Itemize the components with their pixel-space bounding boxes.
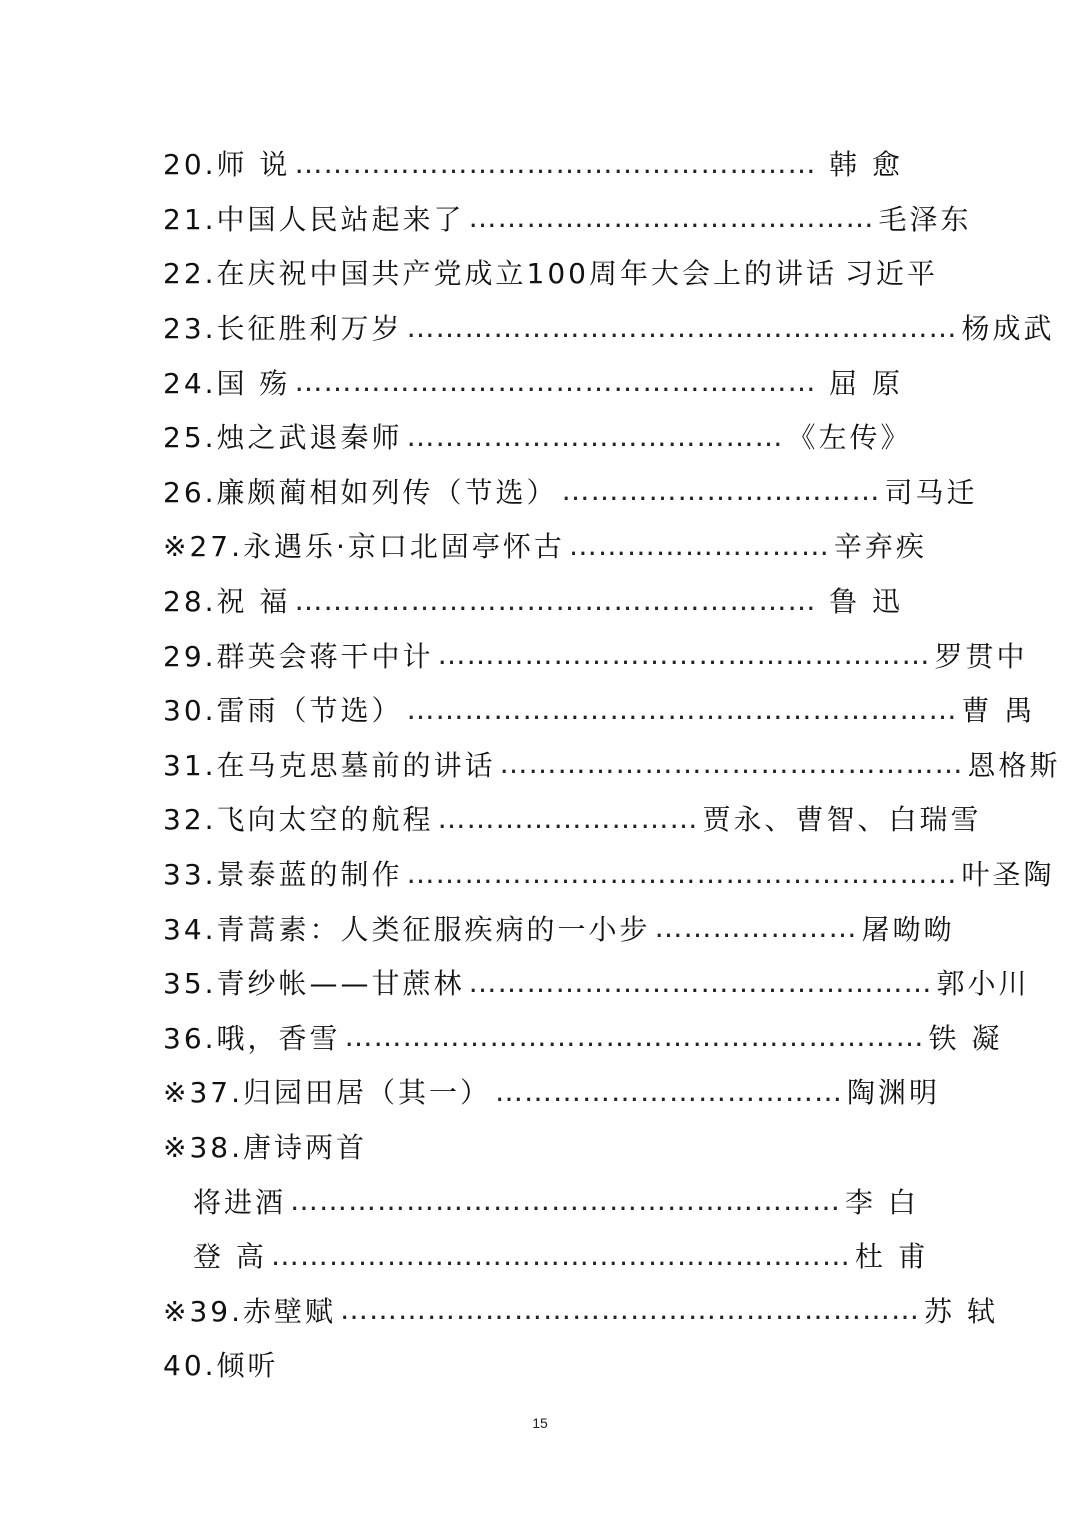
toc-entry-author: 习近平 xyxy=(844,257,938,291)
toc-dot-leader: ………………………………………………… xyxy=(406,856,958,890)
toc-entry-title: 40.倾听 xyxy=(163,1349,279,1383)
toc-entry xyxy=(163,955,1030,1010)
toc-entry xyxy=(163,737,1061,792)
toc-entry xyxy=(163,354,903,409)
toc-dot-leader: ……………………………………………… xyxy=(294,583,817,617)
toc-dot-leader: ………………………………………… xyxy=(499,747,964,781)
toc-entry-author: 辛弃疾 xyxy=(833,530,927,564)
toc-dot-leader: ………………………………… xyxy=(406,419,784,453)
toc-entry-author: 司马迁 xyxy=(884,475,978,509)
toc-entry xyxy=(163,464,978,519)
toc-entry-title: 29.群英会蒋干中计 xyxy=(163,639,434,673)
toc-dot-leader: ……………………… xyxy=(437,801,699,835)
toc-entry-title: 26.廉颇蔺相如列传（节选） xyxy=(163,475,558,509)
toc-entry-title: 23.长征胜利万岁 xyxy=(163,312,403,346)
toc-entry-title: 33.景泰蓝的制作 xyxy=(163,858,403,892)
toc-entry-title: 25.烛之武退秦师 xyxy=(163,421,403,455)
toc-entry xyxy=(163,846,1055,901)
toc-entry-author: 毛泽东 xyxy=(878,202,972,236)
toc-dot-leader: …………………………… xyxy=(561,474,881,508)
toc-entry-author: 曹 禺 xyxy=(961,694,1036,728)
toc-entry-author: 陶渊明 xyxy=(847,1076,941,1110)
toc-entry xyxy=(163,1282,998,1337)
toc-entry-author: 郭小川 xyxy=(936,967,1030,1001)
toc-entry-author: 韩 愈 xyxy=(829,148,903,182)
toc-entry xyxy=(163,900,955,955)
toc-entry xyxy=(163,1337,903,1392)
toc-dot-leader: …………………………………………………… xyxy=(340,1293,920,1327)
toc-entry xyxy=(163,791,982,846)
toc-entry-title: 35.青纱帐——甘蔗林 xyxy=(163,967,465,1001)
toc-entry xyxy=(163,300,1055,355)
toc-entry-title: 28.祝 福 xyxy=(163,585,291,619)
toc-entry xyxy=(163,1119,903,1174)
toc-sub-entry xyxy=(163,1173,919,1228)
toc-dot-leader: …………………………………… xyxy=(468,201,875,235)
toc-entry-author: 恩格斯 xyxy=(967,748,1061,782)
toc-entry-author: 杜 甫 xyxy=(854,1240,929,1274)
toc-entry-author: 鲁 迅 xyxy=(829,585,903,619)
toc-entry xyxy=(163,1064,941,1119)
toc-entry-title: 36.哦，香雪 xyxy=(163,1021,341,1055)
toc-entry-title: 34.青蒿素：人类征服疾病的一小步 xyxy=(163,912,651,946)
toc-entry xyxy=(163,1010,1003,1065)
toc-entry-title: 24.国 殇 xyxy=(163,366,291,400)
toc-entry xyxy=(163,573,903,628)
toc-entry xyxy=(163,518,927,573)
toc-entry xyxy=(163,682,1036,737)
toc-dot-leader: ……………………………………………… xyxy=(294,146,817,180)
toc-entry xyxy=(163,136,903,191)
toc-sub-entry xyxy=(163,1228,929,1283)
toc-dot-leader: ……………………… xyxy=(568,528,830,562)
toc-dot-leader: …………………………………………………… xyxy=(270,1238,851,1272)
toc-dot-leader: …………………………………………… xyxy=(437,638,931,672)
toc-entry-title: ※38.唐诗两首 xyxy=(163,1130,367,1164)
toc-dot-leader: ………………………………………… xyxy=(468,965,933,999)
toc-entry-title: 22.在庆祝中国共产党成立100周年大会上的讲话 xyxy=(163,257,837,291)
toc-entry-title: 登 高 xyxy=(193,1240,267,1274)
page-number: 15 xyxy=(532,1415,548,1431)
toc-dot-leader: ……………………………………………… xyxy=(294,365,817,399)
toc-entry xyxy=(163,409,912,464)
toc-entry-author: 《左传》 xyxy=(787,421,912,455)
toc-entry-author: 叶圣陶 xyxy=(961,858,1055,892)
toc-entry-title: 32.飞向太空的航程 xyxy=(163,803,434,837)
toc-entry-title: ※27.永遇乐·京口北固亭怀古 xyxy=(163,530,565,564)
toc-entry-title: 将进酒 xyxy=(193,1185,287,1219)
toc-entry-title: ※39.赤壁赋 xyxy=(163,1294,336,1328)
toc-entry xyxy=(163,627,1028,682)
toc-entry-author: 李 白 xyxy=(845,1185,919,1219)
toc-dot-leader: …………………………………………………… xyxy=(344,1020,925,1054)
toc-entry-author: 屈 原 xyxy=(829,366,903,400)
toc-entry-title: 21.中国人民站起来了 xyxy=(163,202,465,236)
toc-entry-author: 杨成武 xyxy=(961,312,1055,346)
toc-entry-author: 屠呦呦 xyxy=(861,912,955,946)
toc-entry-author: 苏 轼 xyxy=(924,1294,998,1328)
toc-entry xyxy=(163,191,972,246)
toc-entry-author: 铁 凝 xyxy=(928,1021,1003,1055)
toc-dot-leader: ………………………………………………… xyxy=(406,692,958,726)
toc-dot-leader: ………………………………………………… xyxy=(290,1184,842,1218)
toc-entry xyxy=(163,245,938,300)
toc-entry-title: 30.雷雨（节选） xyxy=(163,694,403,728)
toc-entry-title: ※37.归园田居（其一） xyxy=(163,1076,491,1110)
toc-dot-leader: ………………… xyxy=(654,911,858,945)
toc-dot-leader: ………………………………………………… xyxy=(406,310,958,344)
toc-entry-title: 31.在马克思墓前的讲话 xyxy=(163,748,496,782)
toc-entry-author: 贾永、曹智、白瑞雪 xyxy=(702,803,982,837)
toc-dot-leader: ……………………………… xyxy=(495,1074,843,1108)
toc-entry-author: 罗贯中 xyxy=(934,639,1028,673)
table-of-contents xyxy=(163,136,1061,1392)
toc-entry-title: 20.师 说 xyxy=(163,148,291,182)
